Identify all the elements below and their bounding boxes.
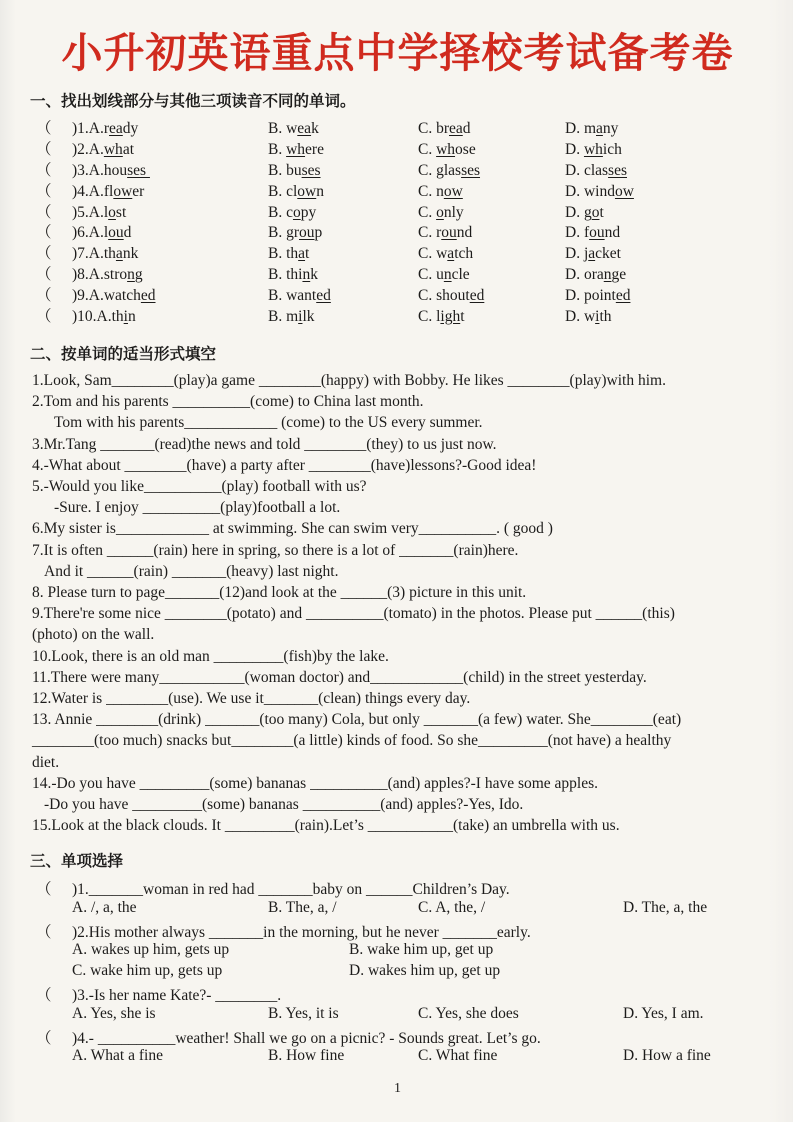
option-d: D. The, a, the bbox=[623, 898, 708, 916]
option-a: A. wakes up him, gets up bbox=[72, 940, 230, 958]
option-a: )4.A.flower bbox=[72, 182, 145, 200]
fill-blank-line: (photo) on the wall. bbox=[32, 626, 155, 644]
question-stem: )2.His mother always _______in the morning, but he never _______early. bbox=[72, 923, 531, 941]
option-a: )5.A.lost bbox=[72, 203, 127, 221]
section-fill-blanks bbox=[30, 342, 765, 836]
option-b: B. How fine bbox=[268, 1046, 345, 1064]
option-a: )2.A.what bbox=[72, 140, 134, 158]
option-b: B. clown bbox=[268, 182, 324, 200]
option-a: )3.A.houses bbox=[72, 161, 150, 179]
option-c: C. now bbox=[418, 182, 463, 200]
option-d: D. classes bbox=[565, 161, 627, 179]
phonics-row-9 bbox=[36, 283, 765, 304]
phonics-row-8 bbox=[36, 262, 765, 283]
phonics-row-10 bbox=[36, 304, 765, 325]
answer-paren: （ bbox=[36, 308, 52, 326]
mc-question-2-options-row-1 bbox=[72, 941, 765, 962]
mc-question-3-stem bbox=[36, 983, 765, 1004]
answer-paren: （ bbox=[36, 923, 52, 941]
fill-blank-line: 13. Annie ________(drink) _______(too many) Cola, but only _______(a few) water. She________(eat) bbox=[32, 711, 682, 729]
section-phonics bbox=[30, 89, 765, 325]
phonics-row-1 bbox=[36, 116, 765, 137]
option-d: D. wakes him up, get up bbox=[349, 962, 501, 980]
phonics-row-5 bbox=[36, 200, 765, 221]
option-b: B. that bbox=[268, 245, 310, 263]
option-d: D. pointed bbox=[565, 287, 631, 305]
fill-blank-line: 1.Look, Sam________(play)a game ________(happy) with Bobby. He likes ________(play)with him. bbox=[32, 371, 666, 389]
section-3-header: 三、单项选择 bbox=[30, 853, 124, 871]
option-c: C. Yes, she does bbox=[418, 1004, 519, 1022]
mc-question-1-stem bbox=[36, 877, 765, 898]
option-b: B. think bbox=[268, 266, 318, 284]
option-d: D. many bbox=[565, 120, 619, 137]
option-a: )8.A.strong bbox=[72, 266, 143, 284]
option-d: D. window bbox=[565, 182, 634, 200]
answer-paren: （ bbox=[36, 245, 52, 263]
option-b: B. copy bbox=[268, 203, 317, 221]
phonics-row-6 bbox=[36, 220, 765, 241]
option-a: A. Yes, she is bbox=[72, 1004, 156, 1022]
option-b: B. wake him up, get up bbox=[349, 940, 494, 958]
answer-paren: （ bbox=[36, 120, 52, 137]
option-b: B. Yes, it is bbox=[268, 1004, 339, 1022]
phonics-row-4 bbox=[36, 179, 765, 200]
section-multiple-choice bbox=[30, 849, 765, 1068]
option-b: B. weak bbox=[268, 120, 319, 137]
option-d: D. with bbox=[565, 308, 612, 326]
question-stem: )4.- __________weather! Shall we go on a picnic? - Sounds great. Let’s go. bbox=[72, 1029, 541, 1047]
page-number: 1 bbox=[394, 1081, 401, 1097]
mc-question-2-options-row-2 bbox=[72, 962, 765, 983]
option-d: D. which bbox=[565, 140, 622, 158]
fill-blank-line: 3.Mr.Tang _______(read)the news and told ________(they) to us just now. bbox=[32, 435, 497, 453]
phonics-row-7 bbox=[36, 241, 765, 262]
mc-question-3-options bbox=[72, 1005, 765, 1026]
option-a: A. /, a, the bbox=[72, 898, 137, 916]
page-title: 小升初英语重点中学择校考试备考卷 bbox=[61, 30, 734, 76]
fill-blank-line: 11.There were many___________(woman doctor) and____________(child) in the street yesterday. bbox=[32, 668, 647, 686]
answer-paren: （ bbox=[36, 987, 52, 1005]
option-c: C. round bbox=[418, 224, 473, 242]
fill-blank-line: 2.Tom and his parents __________(come) to China last month. bbox=[32, 393, 424, 411]
option-a: )7.A.thank bbox=[72, 245, 139, 263]
option-b: B. buses bbox=[268, 161, 321, 179]
answer-paren: （ bbox=[36, 203, 52, 221]
fill-blank-line: diet. bbox=[32, 753, 60, 771]
mc-question-1-options bbox=[72, 899, 765, 920]
fill-blank-line: -Do you have _________(some) bananas __________(and) apples?-Yes, Ido. bbox=[44, 795, 524, 813]
option-c: C. whose bbox=[418, 140, 476, 158]
option-c: C. A, the, / bbox=[418, 898, 486, 916]
option-b: B. group bbox=[268, 224, 323, 242]
phonics-row-3 bbox=[36, 158, 765, 179]
option-b: B. The, a, / bbox=[268, 898, 337, 916]
answer-paren: （ bbox=[36, 287, 52, 305]
option-c: C. wake him up, gets up bbox=[72, 962, 223, 980]
phonics-row-2 bbox=[36, 137, 765, 158]
question-stem: )1._______woman in red had _______baby on ______Children’s Day. bbox=[72, 881, 510, 899]
option-c: C. watch bbox=[418, 245, 474, 263]
answer-paren: （ bbox=[36, 266, 52, 284]
option-a: )9.A.watched bbox=[72, 287, 156, 305]
option-a: )1.A.ready bbox=[72, 120, 139, 137]
section-1-header: 一、找出划线部分与其他三项读音不同的单词。 bbox=[30, 93, 356, 110]
option-c: C. What fine bbox=[418, 1046, 498, 1064]
mc-question-2-stem bbox=[36, 920, 765, 941]
answer-paren: （ bbox=[36, 881, 52, 899]
fill-blank-line: 8. Please turn to page_______(12)and look at the ______(3) picture in this unit. bbox=[32, 583, 527, 601]
fill-blank-line: 4.-What about ________(have) a party after ________(have)lessons?-Good idea! bbox=[32, 456, 537, 474]
option-c: C. bread bbox=[418, 120, 471, 137]
fill-blank-line: 7.It is often ______(rain) here in spring, so there is a lot of _______(rain)here. bbox=[32, 541, 519, 559]
answer-paren: （ bbox=[36, 182, 52, 200]
fill-blank-line: ________(too much) snacks but________(a little) kinds of food. So she_________(not have) a healthy bbox=[32, 732, 672, 750]
fill-blank-line: And it ______(rain) _______(heavy) last night. bbox=[44, 562, 339, 580]
option-c: C. shouted bbox=[418, 287, 485, 305]
question-stem: )3.-Is her name Kate?- ________. bbox=[72, 987, 282, 1005]
option-b: B. wanted bbox=[268, 287, 331, 305]
answer-paren: （ bbox=[36, 224, 52, 242]
option-b: B. where bbox=[268, 140, 324, 158]
fill-blank-line: Tom with his parents____________ (come) to the US every summer. bbox=[54, 414, 483, 432]
fill-blank-line: 14.-Do you have _________(some) bananas __________(and) apples?-I have some apples. bbox=[32, 774, 599, 792]
mc-question-4-options bbox=[72, 1047, 765, 1068]
fill-blank-line: 5.-Would you like__________(play) football with us? bbox=[32, 477, 367, 495]
option-a: )6.A.loud bbox=[72, 224, 132, 242]
fill-blank-line: -Sure. I enjoy __________(play)football a lot. bbox=[54, 499, 341, 517]
option-d: D. found bbox=[565, 224, 621, 242]
option-c: C. uncle bbox=[418, 266, 470, 284]
section-2-header: 二、按单词的适当形式填空 bbox=[30, 345, 217, 363]
option-c: C. glasses bbox=[418, 161, 481, 179]
option-d: D. Yes, I am. bbox=[623, 1004, 704, 1022]
option-a: A. What a fine bbox=[72, 1046, 163, 1064]
answer-paren: （ bbox=[36, 1029, 52, 1047]
fill-blank-line: 6.My sister is____________ at swimming. She can swim very__________. ( good ) bbox=[32, 520, 553, 538]
option-d: D. jacket bbox=[565, 245, 621, 263]
fill-blank-line: 12.Water is ________(use). We use it_______(clean) things every day. bbox=[32, 689, 471, 707]
fill-blank-line: 9.There're some nice ________(potato) and __________(tomato) in the photos. Please put ______(this) bbox=[32, 605, 675, 623]
option-d: D. How a fine bbox=[623, 1046, 711, 1064]
option-a: )10.A.thin bbox=[72, 308, 136, 326]
answer-paren: （ bbox=[36, 161, 52, 179]
fill-blank-line: 10.Look, there is an old man _________(fish)by the lake. bbox=[32, 647, 389, 665]
option-d: D. orange bbox=[565, 266, 627, 284]
option-d: D. got bbox=[565, 203, 604, 221]
answer-paren: （ bbox=[36, 140, 52, 158]
option-c: C. only bbox=[418, 203, 464, 221]
mc-question-4-stem bbox=[36, 1026, 765, 1047]
fill-blank-line: 15.Look at the black clouds. It _________(rain).Let’s ___________(take) an umbrella with us. bbox=[32, 817, 620, 835]
option-b: B. milk bbox=[268, 308, 315, 326]
option-c: C. light bbox=[418, 308, 465, 326]
